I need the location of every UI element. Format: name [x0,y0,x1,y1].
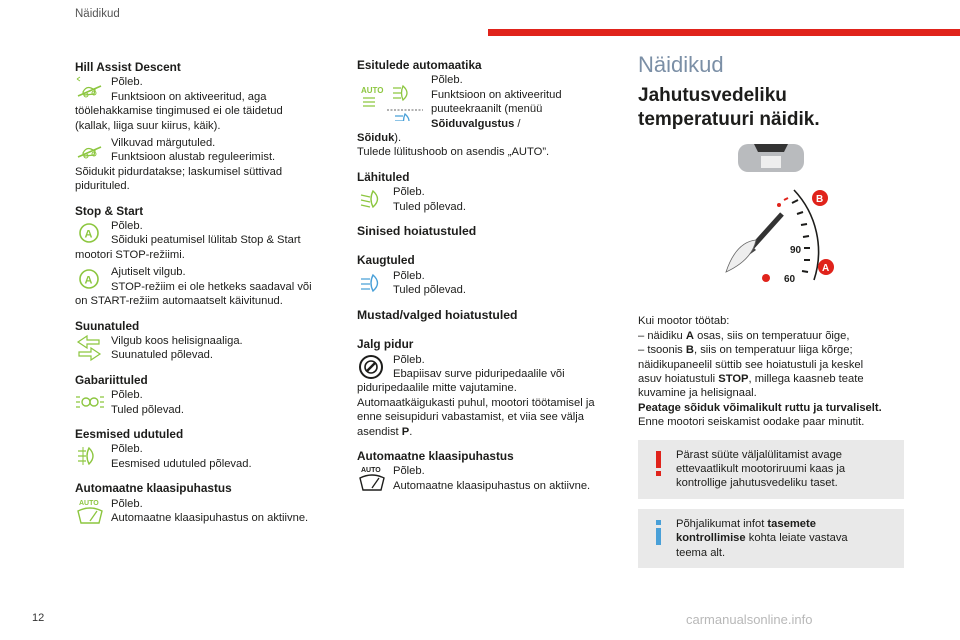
stop-start-flash-entry: A Ajutiselt vilgub. STOP-režiim ei ole hetkeks saadaval või on START-režiim automaatselt käivitunud. [75,266,312,308]
auto-wiper-entry-2: AUTO Põleb. Automaatne klaasipuhastus on aktiivne. [357,464,619,493]
turn-signals-heading: Suunatuled [75,318,140,333]
svg-text:AUTO: AUTO [361,86,384,96]
auto-wiper-entry: AUTO Põleb. Automaatne klaasipuhastus on aktiivne. [75,497,337,526]
foot-brake-entry: Põleb. Ebapiisav surve piduripedaalile või piduripedaalile mitte vajutamine. Automaatkäigukasti puhul, mootori töötamisel ja enne seisupiduri vabastamist, et viia see välja asendist P. [357,353,595,438]
side-lights-entry: Põleb. Tuled põlevad. [75,388,337,417]
blue-warnings-heading: Sinised hoiatustuled [357,224,477,239]
stop-start-icon [75,219,105,247]
hill-assist-flash-entry: Vilkuvad märgutuled. Funktsioon alustab reguleerimist. Sõidukit pidurdatakse; laskumisel süttivad pidurituled. [75,137,283,193]
dipped-beam-icon [357,185,387,213]
gauge-label-a: A [822,263,830,275]
auto-headlamp-icon [357,73,425,121]
hill-descent-icon [75,75,105,103]
stop-start-heading: Stop & Start [75,203,144,218]
svg-text:A: A [84,274,93,287]
column-2 [357,58,619,496]
auto-wiper-heading-2: Automaatne klaasipuhastus [357,448,514,463]
info-icon [648,517,670,547]
auto-wiper-icon [75,497,105,525]
side-lights-icon [75,388,105,416]
auto-lights-entry: AUTO Põleb. Funktsioon on aktiveeritud puuteekraanilt (menüü Sõiduvalgustus / Sõiduk). Tulede lülitushoob on asendis „AUTO”. [357,74,562,159]
turn-signals-entry: Vilgub koos helisignaaliga. Suunatuled põlevad. [75,334,337,363]
side-lights-heading: Gabariittuled [75,372,148,387]
auto-lights-heading: Esitulede automaatika [357,58,482,72]
svg-text:AUTO: AUTO [79,499,99,507]
column-1 [75,60,337,528]
watermark: carmanualsonline.info [686,612,813,627]
gauge-tick-60: 60 [784,274,796,286]
warning-note: Pärast süüte väljalülitamist avage ettevaatlikult mootoriruumi kaas ja kontrollige jahutusvedeliku taset. [638,440,904,499]
turn-signal-icon [75,334,105,362]
gauge-label-b: B [816,194,824,206]
main-beam-entry: Põleb. Tuled põlevad. [357,269,619,298]
column-3: Näidikud Jahutusvedeliku temperatuuri näidik. 90 60 B A Kui mootor töötab: – näidiku A osas, siis on temperatuur õige, – tsoonis B, siis on temperatuur liiga kõrge; näidikupaneelil süttib see hoiatustuli ja keskel asuv hoiatustuli STOP, millega kaasneb teate kuvamine ja helisignaal. Peatage sõiduk võimalikult ruttu ja turvaliselt. Enne mootori seiskamist oodake paar minutit. Pärast süüte väljalülitamist avage ettevaatlikult mootoriruumi kaas ja kontrollige jahutusvedeliku taset. Põhjalikumat infot tasemete kontrollimise kohta leiate vastava teema alt. [638,56,904,568]
auto-wiper-heading: Automaatne klaasipuhastus [75,481,232,496]
hill-assist-on-entry: Põleb. Funktsioon on aktiveeritud, aga töölehakkamise tingimused ei ole täidetud (kallak, liiga suur kiirus, käik). [75,76,283,132]
mono-warnings-heading: Mustad/valged hoiatustuled [357,307,518,322]
section-title: Näidikud [75,8,120,20]
exclamation-warning-icon [648,448,670,478]
front-fog-heading: Eesmised udutuled [75,426,184,441]
main-beam-heading: Kaugtuled [357,253,415,268]
hill-descent-icon [75,136,105,164]
stop-start-icon [75,265,105,293]
front-fog-entry: Põleb. Eesmised udutuled põlevad. [75,442,337,471]
svg-text:AUTO: AUTO [361,467,381,475]
foot-brake-icon [357,353,387,381]
page-number: 12 [32,612,45,624]
coolant-gauge-title: Jahutusvedeliku temperatuuri näidik. [638,85,820,131]
auto-wiper-icon [357,464,387,492]
main-beam-icon [357,269,387,297]
hill-assist-heading: Hill Assist Descent [75,60,181,74]
foot-brake-heading: Jalg pidur [357,337,414,352]
section-accent-bar [488,29,960,36]
dipped-beam-entry: Põleb. Tuled põlevad. [357,185,619,214]
stop-start-on-entry: A Põleb. Sõiduki peatumisel lülitab Stop & Start mootori STOP-režiimi. [75,220,301,261]
coolant-temperature-gauge-illustration [686,142,856,302]
dipped-beam-heading: Lähituled [357,169,410,184]
front-fog-lamp-icon [75,442,105,470]
info-note: Põhjalikumat infot tasemete kontrollimise kohta leiate vastava teema alt. [638,509,904,568]
chapter-title: Näidikud [638,52,724,77]
svg-text:A: A [84,228,93,241]
gauge-tick-90: 90 [790,245,802,257]
